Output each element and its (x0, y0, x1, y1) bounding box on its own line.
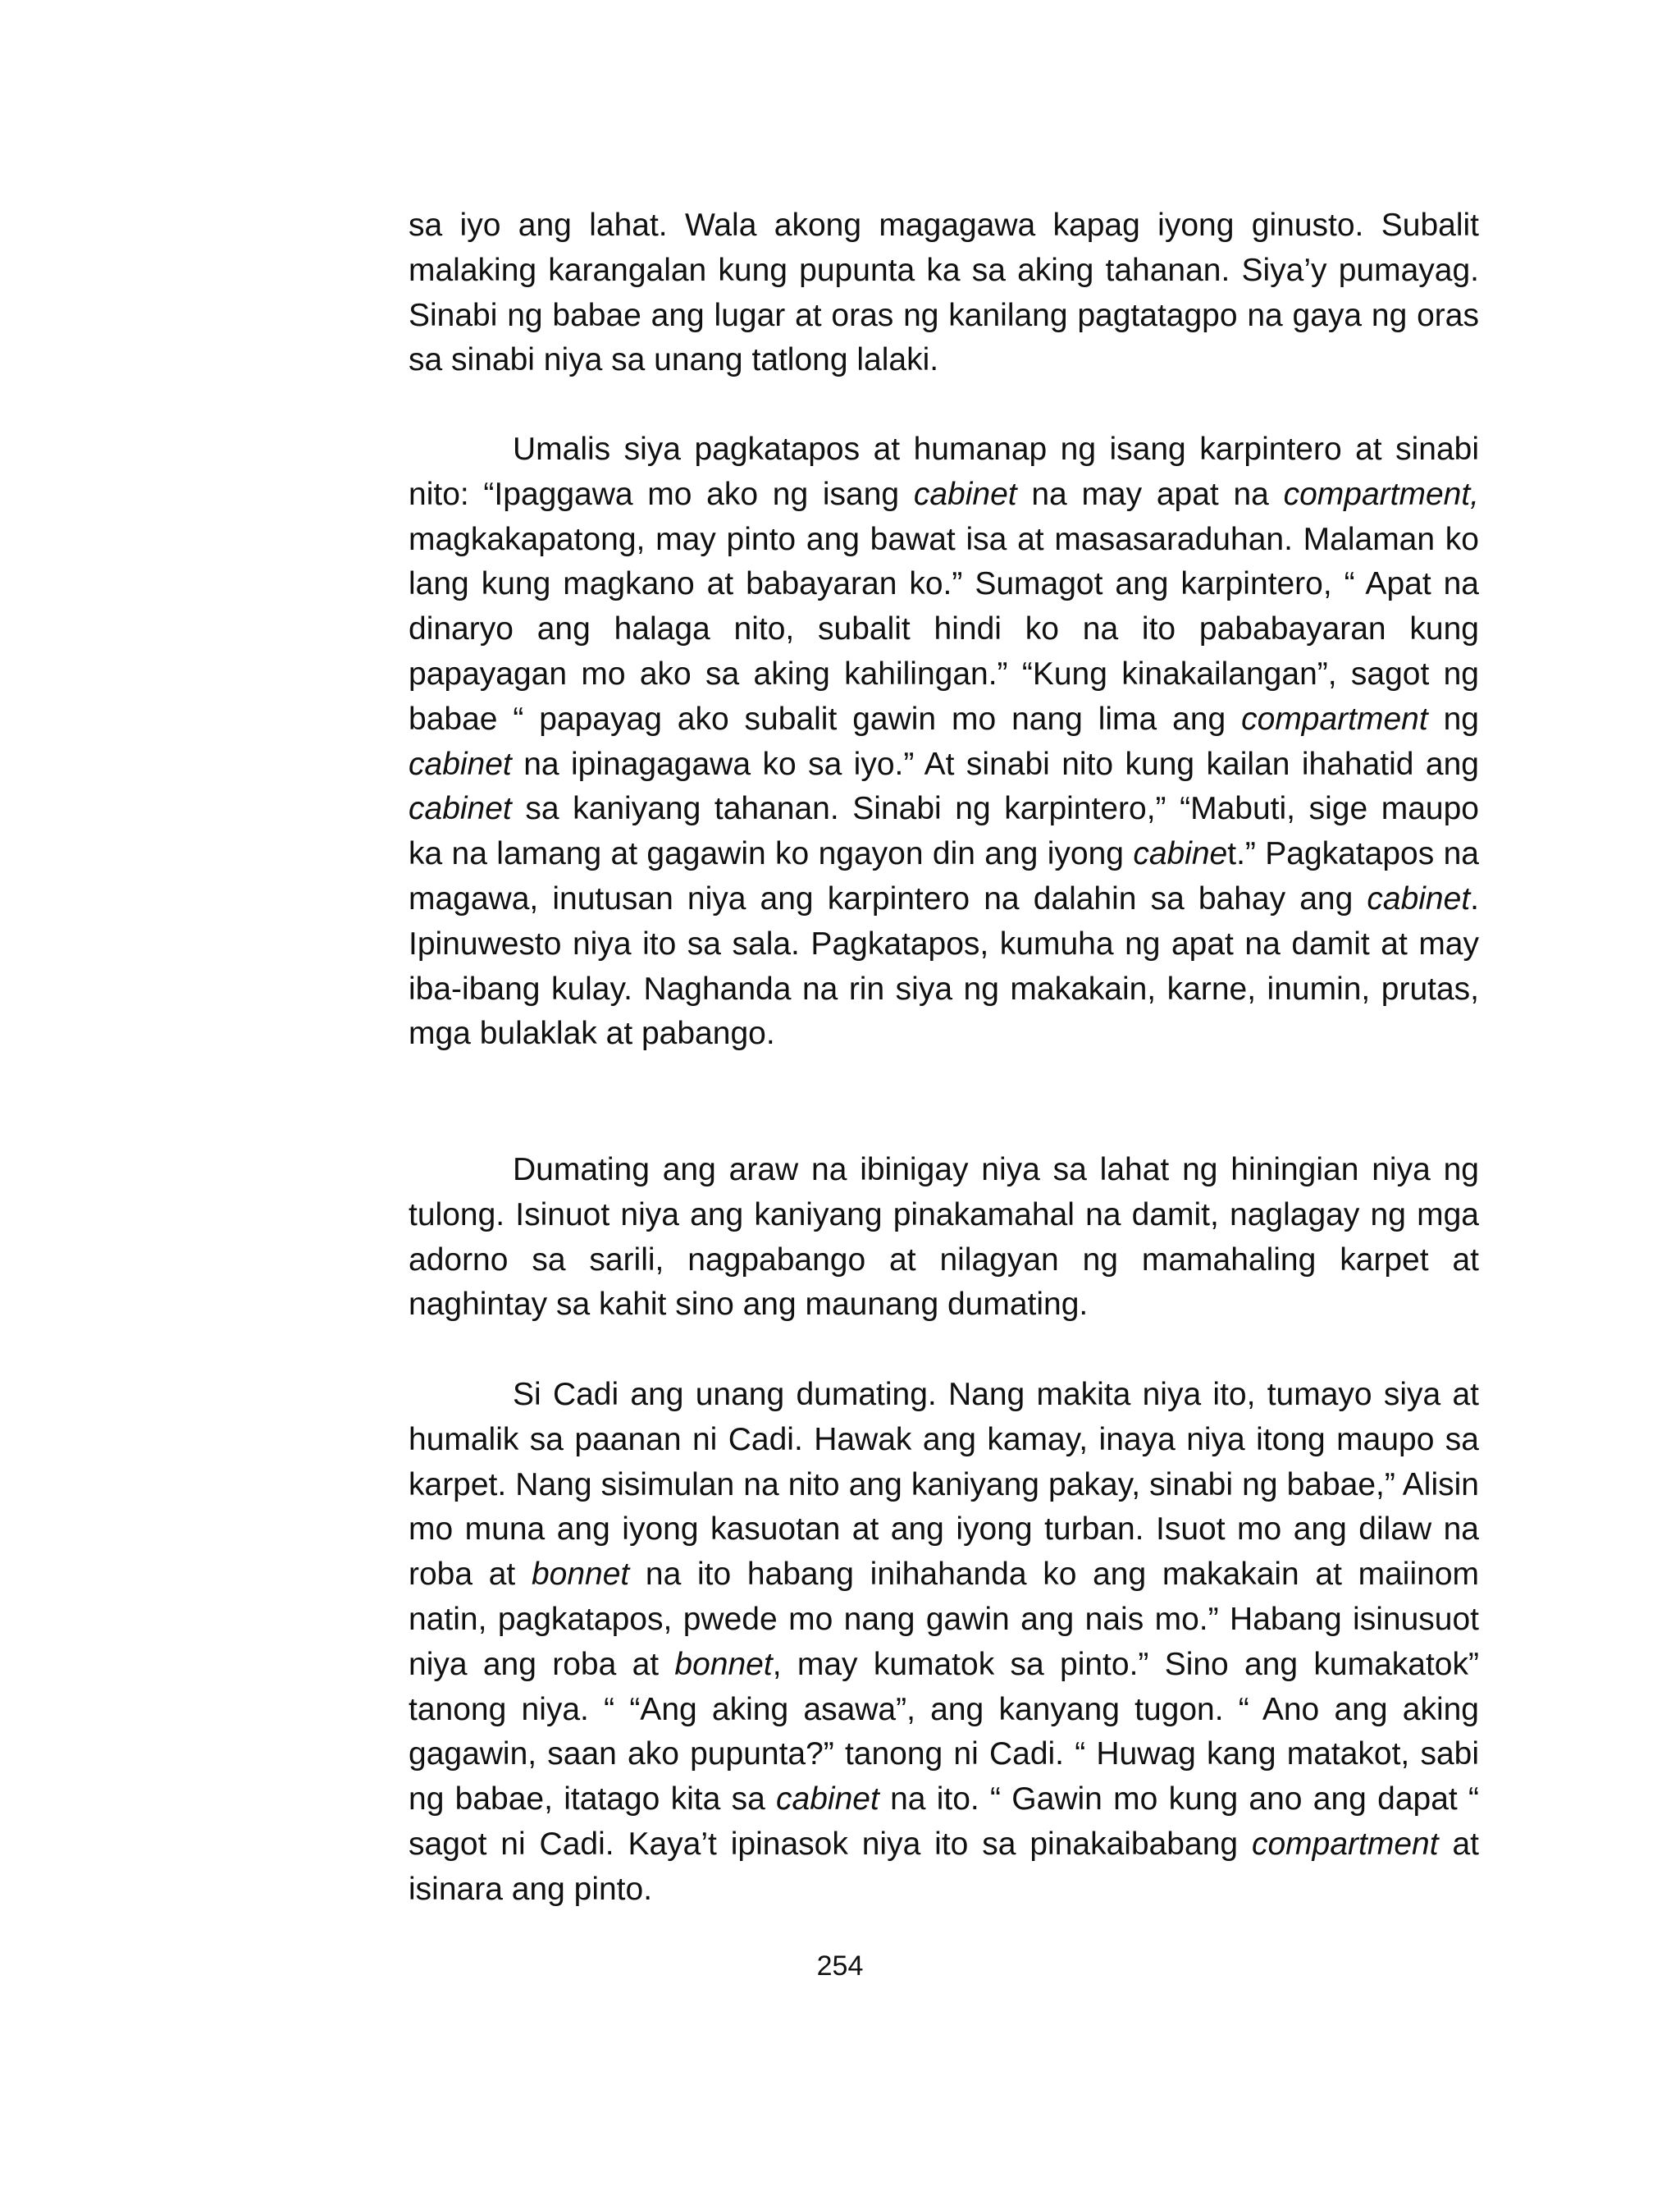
paragraph-2-span-0: Umalis siya pagkatapos at humanap ng isang karpintero at sinabi nito: “Ipaggawa mo ako ng isang (409, 432, 1479, 512)
paragraph-2-span-13: cabinet (1367, 880, 1471, 917)
paragraph-2-span-6: ng (1427, 701, 1479, 737)
paragraph-2-span-5: compartment (1241, 701, 1428, 737)
paragraph-4-span-7: compartment (1251, 1826, 1439, 1862)
paragraph-2-span-1: cabinet (913, 476, 1017, 512)
paragraph-2-span-12: t.” Pagkatapos na magawa, inutusan niya ang karpintero na dalahin sa bahay ang (409, 836, 1479, 917)
paragraph-4-span-5: cabinet (776, 1781, 879, 1817)
paragraph-2-span-14: . Ipinuwesto niya ito sa sala. Pagkatapos, kumuha ng apat na damit at may iba-ibang kulay. Naghanda na rin siya ng makakain, karne, inumin, prutas, mga bulaklak at pabango. (409, 880, 1479, 1052)
paragraph-4-span-8: at isinara ang pinto. (409, 1826, 1479, 1907)
paragraph-2-span-11: cabine (1133, 836, 1228, 872)
paragraph-4-span-6: na ito. “ Gawin mo kung ano ang dapat “ sagot ni Cadi. Kaya’t ipinasok niya ito sa pinakaibabang (409, 1781, 1479, 1862)
paragraph-2-text (409, 427, 1479, 1057)
paragraph-4-span-4: , may kumatok sa pinto.” Sino ang kumakatok” tanong niya. “ “Ang aking asawa”, ang kanyang tugon. “ Ano ang aking gagawin, saan ako pupunta?” tanong ni Cadi. “ Huwag kang matakot, sabi ng babae, itatago kita sa (409, 1646, 1479, 1817)
paragraph-4 (409, 1373, 1479, 1913)
paragraph-1-text (409, 203, 1479, 383)
paragraph-4-span-0: Si Cadi ang unang dumating. Nang makita niya ito, tumayo siya at humalik sa paanan ni Cadi. Hawak ang kamay, inaya niya itong maupo sa karpet. Nang sisimulan na nito ang kaniyang pakay, sinabi ng babae,” Alisin mo muna ang iyong kasuotan at ang iyong turban. Isuot mo ang dilaw na roba at (409, 1377, 1479, 1593)
paragraph-1 (409, 203, 1479, 383)
paragraph-4-span-3: bonnet (674, 1646, 773, 1682)
paragraph-2-span-9: cabinet (409, 791, 512, 827)
paragraph-2-span-4: magkakapatong, may pinto ang bawat isa at masasaraduhan. Malaman ko lang kung magkano at babayaran ko.” Sumagot ang karpintero, “ Apat na dinaryo ang halaga nito, subalit hindi ko na ito pababayaran kung papayagan mo ako sa aking kahilingan.” “Kung kinakailangan”, sagot ng babae “ papayag ako subalit gawin mo nang lima ang (409, 521, 1479, 737)
paragraph-2-span-7: cabinet (409, 746, 512, 782)
paragraph-2-span-3: compartment, (1283, 476, 1479, 512)
paragraph-1-span-0: sa iyo ang lahat. Wala akong magagawa kapag iyong ginusto. Subalit malaking karangalan kung pupunta ka sa aking tahanan. Siya’y pumayag. Sinabi ng babae ang lugar at oras ng kanilang pagtatagpo na gaya ng oras sa sinabi niya sa unang tatlong lalaki. (409, 208, 1479, 378)
paragraph-2-span-10: sa kaniyang tahanan. Sinabi ng karpintero,” “Mabuti, sige maupo ka na lamang at gagawin ko ngayon din ang iyong (409, 791, 1479, 872)
paragraph-2-span-2: na may apat na (1016, 476, 1284, 512)
page-number: 254 (816, 1950, 864, 1982)
paragraph-2-span-8: na ipinagagawa ko sa iyo.” At sinabi nito kung kailan ihahatid ang (511, 746, 1479, 782)
paragraph-3-text (409, 1148, 1479, 1328)
paragraph-4-text (409, 1373, 1479, 1913)
paragraph-3-span-0: Dumating ang araw na ibinigay niya sa lahat ng hiningian niya ng tulong. Isinuot niya ang kaniyang pinakamahal na damit, naglagay ng mga adorno sa sarili, nagpabango at nilagyan ng mamahaling karpet at naghintay sa kahit sino ang maunang dumating. (409, 1152, 1479, 1323)
paragraph-2 (409, 427, 1479, 1057)
paragraph-4-span-2: na ito habang inihahanda ko ang makakain at maiinom natin, pagkatapos, pwede mo nang gawin ang nais mo.” Habang isinusuot niya ang roba at (409, 1557, 1479, 1682)
paragraph-3 (409, 1148, 1479, 1328)
paragraph-4-span-1: bonnet (531, 1557, 630, 1593)
